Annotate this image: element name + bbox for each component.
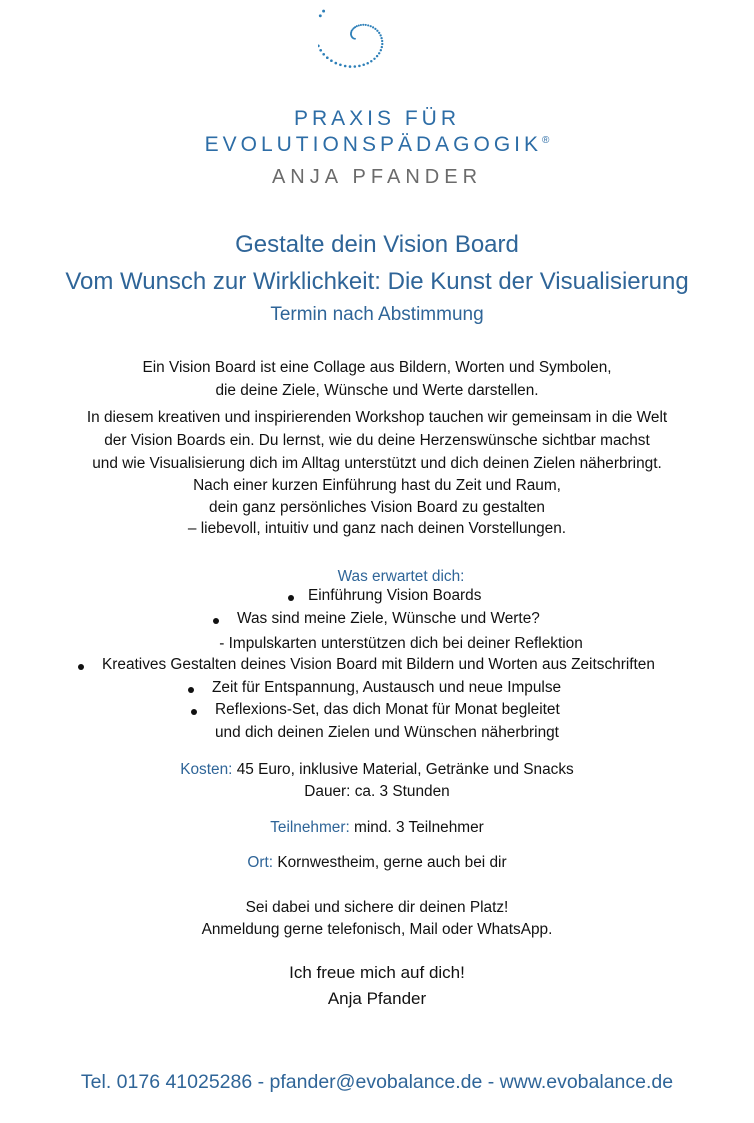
location-line — [0, 851, 754, 874]
brand-line-name: ANJA PFANDER — [271, 166, 483, 188]
location-label: Ort: — [247, 854, 274, 871]
brand-line-evolutionspaedagogik: EVOLUTIONSPÄDAGOGIK® — [204, 133, 550, 156]
participants-label: Teilnehmer: — [270, 819, 350, 836]
bullet-icon — [78, 664, 84, 670]
spiral-dot — [380, 49, 382, 51]
registered-mark: ® — [542, 135, 550, 146]
intro-p2-line5: dein ganz persönliches Vision Board zu gestalten — [209, 499, 545, 516]
intro-p2-line6: – liebevoll, intuitiv und ganz nach deinen Vorstellungen. — [187, 520, 567, 537]
footer-contact: Tel. 0176 41025286 - pfander@evobalance.de - www.evobalance.de — [80, 1071, 674, 1093]
bullet-icon — [213, 618, 219, 624]
cta-line1: Sei dabei und sichere dir deinen Platz! — [245, 899, 509, 916]
participants-line — [0, 816, 754, 839]
intro-p1-line2: die deine Ziele, Wünsche und Werte darstellen. — [215, 382, 539, 399]
location-value: Kornwestheim, gerne auch bei dir — [273, 854, 507, 871]
spiral-dot — [378, 32, 380, 34]
spiral-dot — [322, 10, 325, 13]
spiral-dot — [376, 55, 378, 57]
page-title: Gestalte dein Vision Board — [235, 231, 519, 258]
spiral-dot — [365, 24, 367, 26]
spiral-dot — [362, 24, 364, 26]
expect-heading: Was erwartet dich: — [337, 568, 465, 585]
list-item-3: Kreatives Gestalten deines Vision Board mit Bildern und Worten aus Zeitschriften — [78, 656, 655, 674]
spiral-dot — [330, 59, 333, 62]
bullet-icon — [288, 595, 294, 601]
spiral-dot — [354, 65, 357, 68]
spiral-dot — [374, 28, 376, 30]
list-item-2: Was sind meine Ziele, Wünsche und Werte? — [213, 610, 540, 628]
spiral-dot — [349, 65, 352, 68]
spiral-dot — [344, 65, 347, 68]
spiral-dot — [372, 26, 374, 28]
spiral-dot — [358, 65, 361, 68]
spiral-dot — [339, 63, 342, 66]
spiral-dot — [326, 56, 329, 59]
closing-greeting: Ich freue mich auf dich! — [289, 963, 465, 982]
spiral-dot — [319, 49, 322, 52]
intro-p2-line2: der Vision Boards ein. Du lernst, wie du deine Herzenswünsche sichtbar machst — [104, 432, 650, 449]
page-subtitle: Vom Wunsch zur Wirklichkeit: Die Kunst der Visualisierung — [65, 268, 689, 295]
bullet-icon — [191, 709, 197, 715]
spiral-dot — [379, 34, 381, 36]
spiral-dot — [370, 25, 372, 27]
date-info: Termin nach Abstimmung — [270, 304, 484, 325]
spiral-dot — [356, 25, 358, 27]
spiral-dot — [360, 24, 362, 26]
spiral-dot — [370, 60, 372, 62]
spiral-dot — [378, 52, 380, 54]
intro-p2-line3: und wie Visualisierung dich im Alltag unterstützt und dich deinen Zielen näherbringt. — [92, 455, 662, 472]
spiral-dot — [366, 62, 369, 64]
brand-line-praxis: PRAXIS FÜR — [293, 107, 461, 130]
intro-p2-line1: In diesem kreativen und inspirierenden Workshop tauchen wir gemeinsam in die Welt — [86, 409, 668, 426]
cost-value: 45 Euro, inklusive Material, Getränke und Snacks — [232, 761, 574, 778]
spiral-dot — [358, 24, 360, 26]
cost-label: Kosten: — [180, 761, 233, 778]
spiral-dot — [373, 58, 375, 60]
cta-line2: Anmeldung gerne telefonisch, Mail oder WhatsApp. — [201, 921, 553, 938]
spiral-dot — [376, 30, 378, 32]
list-item-5: Reflexions-Set, das dich Monat für Monat begleitet — [191, 701, 560, 719]
spiral-dot — [318, 45, 320, 48]
spiral-dot — [367, 24, 369, 26]
duration-line: Dauer: ca. 3 Stunden — [304, 783, 450, 800]
intro-p1-line1: Ein Vision Board ist eine Collage aus Bildern, Worten und Symbolen, — [142, 359, 612, 376]
list-item-2-sub: - Impulskarten unterstützen dich bei deiner Reflektion — [219, 635, 583, 652]
list-item-4: Zeit für Entspannung, Austausch und neue Impulse — [188, 679, 561, 697]
spiral-dot — [334, 62, 337, 65]
spiral-dot — [380, 37, 382, 39]
list-item-5-sub: und dich deinen Zielen und Wünschen näherbringt — [215, 724, 559, 741]
spiral-dot — [322, 53, 325, 56]
intro-p2-line4: Nach einer kurzen Einführung hast du Zeit und Raum, — [193, 477, 561, 494]
cost-line — [0, 758, 754, 781]
spiral-dot — [381, 40, 383, 42]
spiral-logo-icon — [318, 8, 438, 84]
bullet-icon — [188, 687, 194, 693]
list-item-1: Einführung Vision Boards — [288, 587, 481, 605]
spiral-dot — [319, 14, 322, 17]
closing-signature: Anja Pfander — [327, 989, 427, 1008]
spiral-dot — [381, 46, 383, 48]
spiral-dot — [362, 64, 365, 67]
spiral-dot — [381, 43, 383, 45]
participants-value: mind. 3 Teilnehmer — [349, 819, 484, 836]
